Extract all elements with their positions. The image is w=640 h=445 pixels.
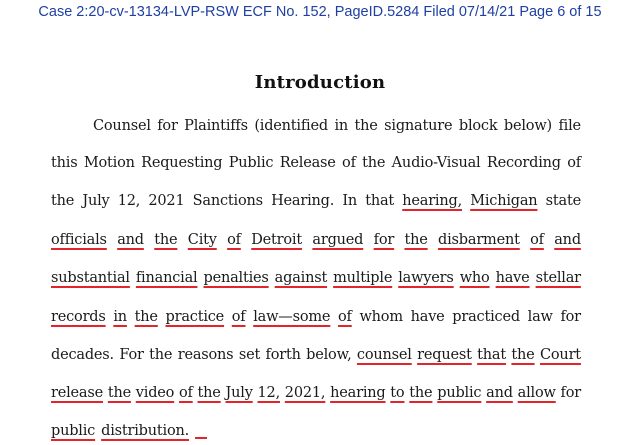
word: Recording: [486, 155, 561, 171]
word: for: [157, 118, 178, 134]
word: request: [417, 347, 472, 363]
word: for: [560, 385, 581, 401]
word: and: [117, 232, 144, 248]
word: the: [51, 193, 75, 209]
word: the: [511, 347, 535, 363]
word: 12,: [117, 193, 141, 209]
word: Court: [540, 347, 581, 363]
word: Detroit: [251, 232, 302, 248]
text-line-1: [93, 118, 581, 134]
word: that: [477, 347, 506, 363]
word: penalties: [203, 270, 269, 286]
word: hearing,: [402, 193, 462, 209]
word: video: [135, 385, 175, 401]
word: of: [342, 155, 356, 171]
word: Release: [279, 155, 336, 171]
ecf-header: Case 2:20-cv-13134-LVP-RSW ECF No. 152, PageID.5284 Filed 07/14/21 Page 6 of 15: [38, 4, 602, 20]
word: that: [365, 193, 395, 209]
word: disbarment: [438, 232, 520, 248]
word: state: [545, 193, 581, 209]
word: In: [342, 193, 358, 209]
word: to: [390, 385, 405, 401]
word: against: [274, 270, 328, 286]
word: 2021,: [284, 385, 326, 401]
word: in: [334, 118, 349, 134]
word: public: [51, 423, 96, 439]
word: practice: [165, 309, 225, 325]
word: file: [558, 118, 581, 134]
text-line-4: [51, 232, 581, 248]
word: records: [51, 309, 106, 325]
word: Hearing.: [271, 193, 335, 209]
underline-mark: [195, 423, 207, 439]
word: release: [51, 385, 103, 401]
word: of: [338, 309, 352, 325]
word: in: [113, 309, 127, 325]
word: July: [82, 193, 110, 209]
word: this: [51, 155, 78, 171]
text-line-2: [51, 155, 581, 171]
word: the: [154, 232, 178, 248]
word: Public: [228, 155, 274, 171]
word: multiple: [333, 270, 393, 286]
word: have: [495, 270, 530, 286]
word: For: [119, 347, 144, 363]
word: law—some: [253, 309, 331, 325]
word: forth: [265, 347, 301, 363]
word: of: [231, 309, 246, 325]
word: for: [373, 232, 395, 248]
word: the: [409, 385, 433, 401]
word: 2021: [148, 193, 185, 209]
word: below,: [306, 347, 352, 363]
word: set: [238, 347, 261, 363]
text-line-5: [51, 270, 581, 286]
word: the: [404, 232, 428, 248]
word: and: [486, 385, 513, 401]
word: the: [362, 155, 386, 171]
word: Plaintiffs: [184, 118, 248, 134]
word: reasons: [177, 347, 234, 363]
text-line-9: [51, 423, 581, 439]
word: the: [107, 385, 131, 401]
word: block: [458, 118, 498, 134]
word: public: [437, 385, 482, 401]
word: of: [179, 385, 193, 401]
word: Sanctions: [192, 193, 263, 209]
word: Audio-Visual: [391, 155, 481, 171]
word: financial: [135, 270, 198, 286]
word: the: [149, 347, 173, 363]
word: have: [410, 309, 445, 325]
word: whom: [359, 309, 403, 325]
word: counsel: [356, 347, 412, 363]
word: Motion: [83, 155, 135, 171]
word: of: [227, 232, 241, 248]
word: of: [567, 155, 581, 171]
word: allow: [517, 385, 556, 401]
word: the: [134, 309, 158, 325]
text-line-7: [51, 347, 581, 363]
word: practiced: [452, 309, 520, 325]
word: lawyers: [398, 270, 454, 286]
word: the: [354, 118, 378, 134]
word: of: [530, 232, 544, 248]
word: distribution.: [101, 423, 190, 439]
word: and: [554, 232, 581, 248]
text-line-6: [51, 309, 581, 325]
word: signature: [384, 118, 453, 134]
word: who: [459, 270, 490, 286]
word: for: [560, 309, 581, 325]
word: Michigan: [470, 193, 538, 209]
text-line-8: [51, 385, 581, 401]
word: decades.: [51, 347, 114, 363]
word: (identified: [254, 118, 328, 134]
word: Requesting: [141, 155, 223, 171]
word: July: [225, 385, 253, 401]
word: officials: [51, 232, 107, 248]
section-heading: Introduction: [254, 72, 386, 93]
text-line-3: [51, 193, 581, 209]
word: hearing: [330, 385, 386, 401]
word: City: [187, 232, 217, 248]
word: 12,: [257, 385, 280, 401]
word: below): [503, 118, 553, 134]
word: stellar: [535, 270, 581, 286]
word: law: [527, 309, 553, 325]
word: substantial: [51, 270, 130, 286]
word: the: [197, 385, 221, 401]
word: Counsel: [93, 118, 151, 134]
word: argued: [312, 232, 364, 248]
